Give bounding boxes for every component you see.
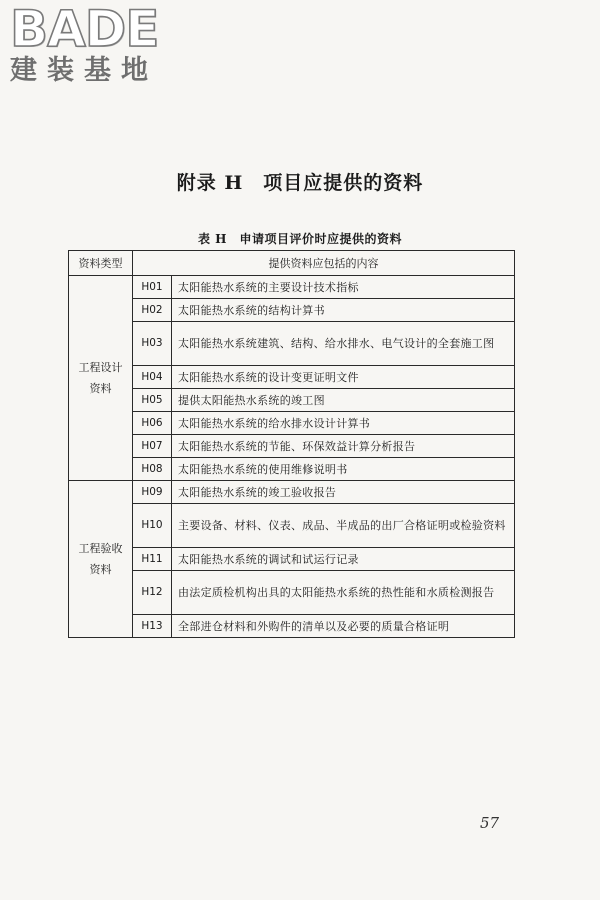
logo-subtitle: 建装基地 — [10, 55, 158, 86]
item-text: 太阳能热水系统的节能、环保效益计算分析报告 — [172, 435, 515, 458]
item-code: H13 — [133, 615, 172, 638]
table-row — [69, 504, 515, 548]
table-row — [69, 458, 515, 481]
table-row — [69, 366, 515, 389]
table-row — [69, 548, 515, 571]
item-code: H03 — [133, 322, 172, 366]
category-acceptance: 工程验收资料 — [69, 481, 133, 638]
item-text: 提供太阳能热水系统的竣工图 — [172, 389, 515, 412]
item-code: H02 — [133, 299, 172, 322]
item-text: 太阳能热水系统的调试和试运行记录 — [172, 548, 515, 571]
item-code: H09 — [133, 481, 172, 504]
item-code: H05 — [133, 389, 172, 412]
table-row — [69, 435, 515, 458]
item-code: H10 — [133, 504, 172, 548]
item-code: H04 — [133, 366, 172, 389]
table-row — [69, 615, 515, 638]
item-code: H06 — [133, 412, 172, 435]
logo — [10, 0, 180, 88]
item-text: 主要设备、材料、仪表、成品、半成品的出厂合格证明或检验资料 — [172, 504, 515, 548]
appendix-title: 附录 H 项目应提供的资料 — [176, 172, 424, 194]
table-row — [69, 322, 515, 366]
table-row — [69, 389, 515, 412]
table-row — [69, 571, 515, 615]
header-category: 资料类型 — [69, 251, 133, 276]
item-code: H11 — [133, 548, 172, 571]
table-title: 表 H 申请项目评价时应提供的资料 — [197, 232, 403, 246]
category-design: 工程设计资料 — [69, 276, 133, 481]
header-content: 提供资料应包括的内容 — [133, 251, 515, 276]
item-code: H07 — [133, 435, 172, 458]
item-code: H01 — [133, 276, 172, 299]
item-text: 太阳能热水系统的设计变更证明文件 — [172, 366, 515, 389]
table-row — [69, 481, 515, 504]
item-text: 由法定质检机构出具的太阳能热水系统的热性能和水质检测报告 — [172, 571, 515, 615]
materials-table — [68, 250, 515, 638]
table-row — [69, 276, 515, 299]
page-number: 57 — [480, 814, 500, 832]
logo-brand: BADE — [10, 0, 159, 58]
item-text: 太阳能热水系统的竣工验收报告 — [172, 481, 515, 504]
item-text: 全部进仓材料和外购件的清单以及必要的质量合格证明 — [172, 615, 515, 638]
item-code: H08 — [133, 458, 172, 481]
item-text: 太阳能热水系统的使用维修说明书 — [172, 458, 515, 481]
item-code: H12 — [133, 571, 172, 615]
table-row — [69, 299, 515, 322]
table-row — [69, 412, 515, 435]
table-header-row — [69, 251, 515, 276]
item-text: 太阳能热水系统的给水排水设计计算书 — [172, 412, 515, 435]
item-text: 太阳能热水系统建筑、结构、给水排水、电气设计的全套施工图 — [172, 322, 515, 366]
item-text: 太阳能热水系统的主要设计技术指标 — [172, 276, 515, 299]
item-text: 太阳能热水系统的结构计算书 — [172, 299, 515, 322]
